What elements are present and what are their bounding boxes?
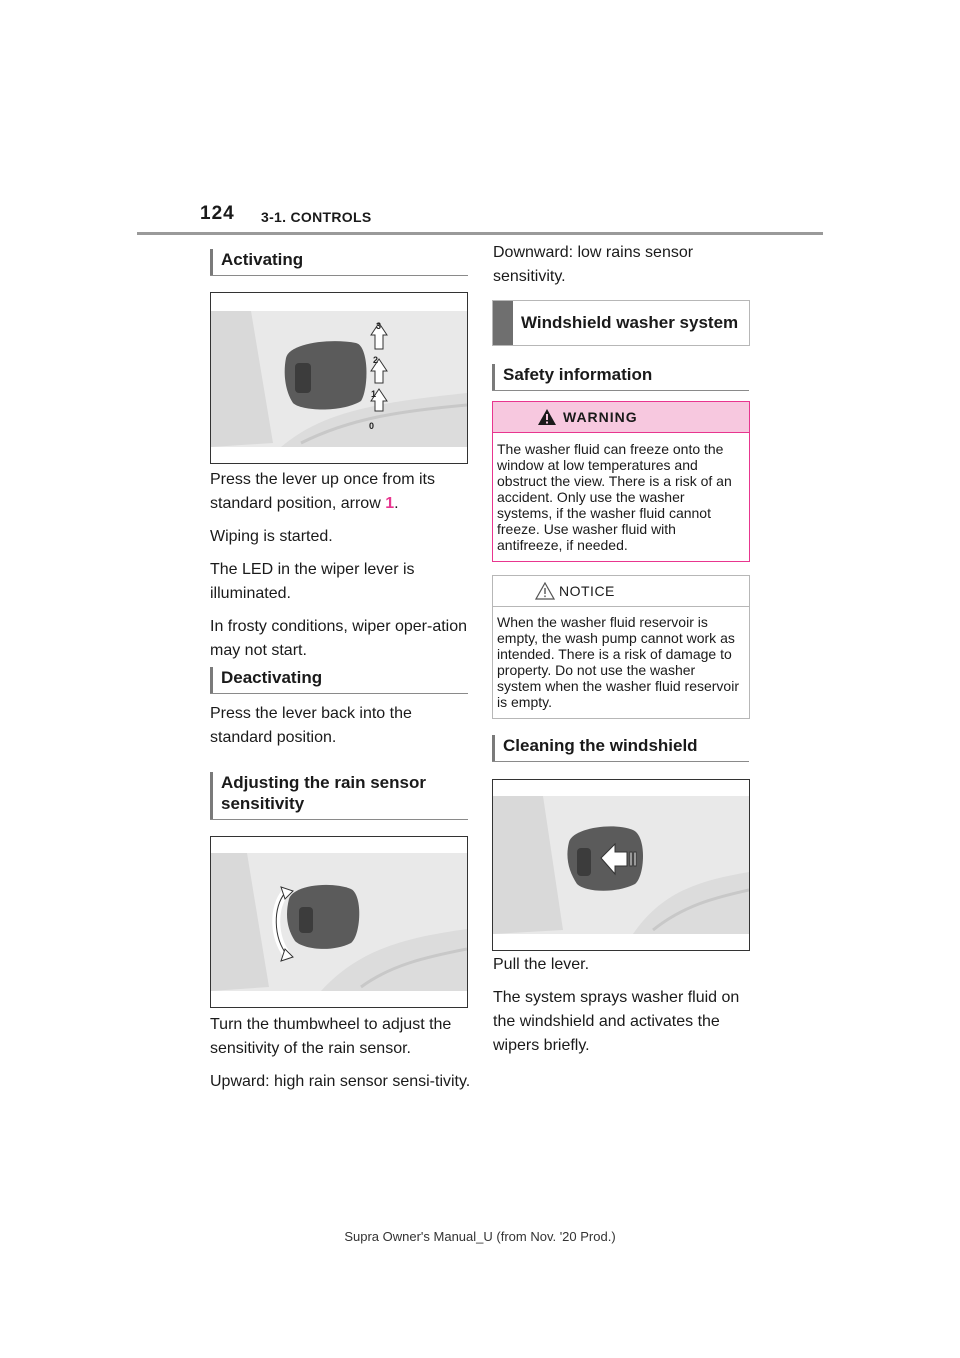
heading-safety-information — [492, 364, 749, 391]
activating-body — [210, 468, 470, 672]
heading-rain-sensor — [210, 772, 468, 820]
activating-p3: The LED in the wiper lever is illuminated. — [210, 561, 415, 602]
cleaning-p2: The system sprays washer fluid on the windshield and activates the wipers briefly. — [493, 989, 740, 1054]
notice-box — [492, 575, 750, 719]
arrow-ref: 1 — [385, 495, 395, 512]
rain-sensor-p2: Upward: high rain sensor sensi-tivity. — [210, 1073, 471, 1090]
warning-triangle-icon — [537, 408, 557, 431]
cleaning-p1: Pull the lever. — [493, 956, 590, 973]
cleaning-body — [493, 953, 755, 1067]
warning-box — [492, 401, 750, 562]
chapter-title: 3-1. CONTROLS — [261, 209, 372, 225]
page-number: 124 — [200, 203, 235, 224]
activating-p4: In frosty conditions, wiper oper-ation may not start. — [210, 618, 468, 659]
heading-rain-sensor-text: Adjusting the rain sensor sensitivity — [221, 773, 426, 813]
figure-label-0: 0 — [369, 421, 375, 431]
warning-header — [493, 402, 749, 433]
footer: Supra Owner's Manual_U (from Nov. '20 Prod.) — [344, 1229, 616, 1244]
rain-sensor-p1: Turn the thumbwheel to adjust the sensitivity of the rain sensor. — [210, 1016, 452, 1057]
notice-triangle-icon — [535, 582, 555, 605]
figure-rain-sensor — [210, 836, 468, 1008]
section-washer-system-title: Windshield washer system — [521, 313, 739, 332]
heading-activating-text: Activating — [221, 250, 304, 269]
notice-label: NOTICE — [559, 583, 615, 599]
figure-label-1: 1 — [371, 389, 377, 399]
figure-activating — [210, 292, 468, 464]
downward-text: Downward: low rains sensor sensitivity. — [493, 244, 694, 285]
heading-cleaning-windshield-text: Cleaning the windshield — [503, 736, 698, 755]
figure-cleaning-windshield — [492, 779, 750, 951]
heading-cleaning-windshield — [492, 735, 749, 762]
heading-deactivating — [210, 667, 468, 694]
figure-label-2: 2 — [373, 355, 379, 365]
heading-deactivating-text: Deactivating — [221, 668, 323, 687]
heading-activating — [210, 249, 468, 276]
deactivating-body — [210, 702, 470, 759]
section-washer-system — [492, 300, 750, 346]
figure-label-3: 3 — [376, 321, 382, 331]
notice-text: When the washer fluid reservoir is empty, the wash pump cannot work as intended. There is a risk of damage to property. Do not use the washer system when the washer fluid reservoir is empty. — [497, 614, 739, 710]
warning-label: WARNING — [563, 409, 638, 425]
notice-header — [493, 576, 749, 607]
activating-p2: Wiping is started. — [210, 528, 333, 545]
deactivating-p1: Press the lever back into the standard position. — [210, 705, 412, 746]
activating-p1: Press the lever up once from its standard position, arrow 1. — [210, 471, 435, 512]
warning-text: The washer fluid can freeze onto the window at low temperatures and obstruct the view. There is a risk of an accident. Only use the washer systems, if the washer fluid cannot freeze. Use washer fluid with antifreeze, if needed. — [497, 441, 732, 553]
header-rule — [137, 232, 823, 235]
rain-sensor-body — [210, 1013, 472, 1103]
heading-safety-information-text: Safety information — [503, 365, 653, 384]
